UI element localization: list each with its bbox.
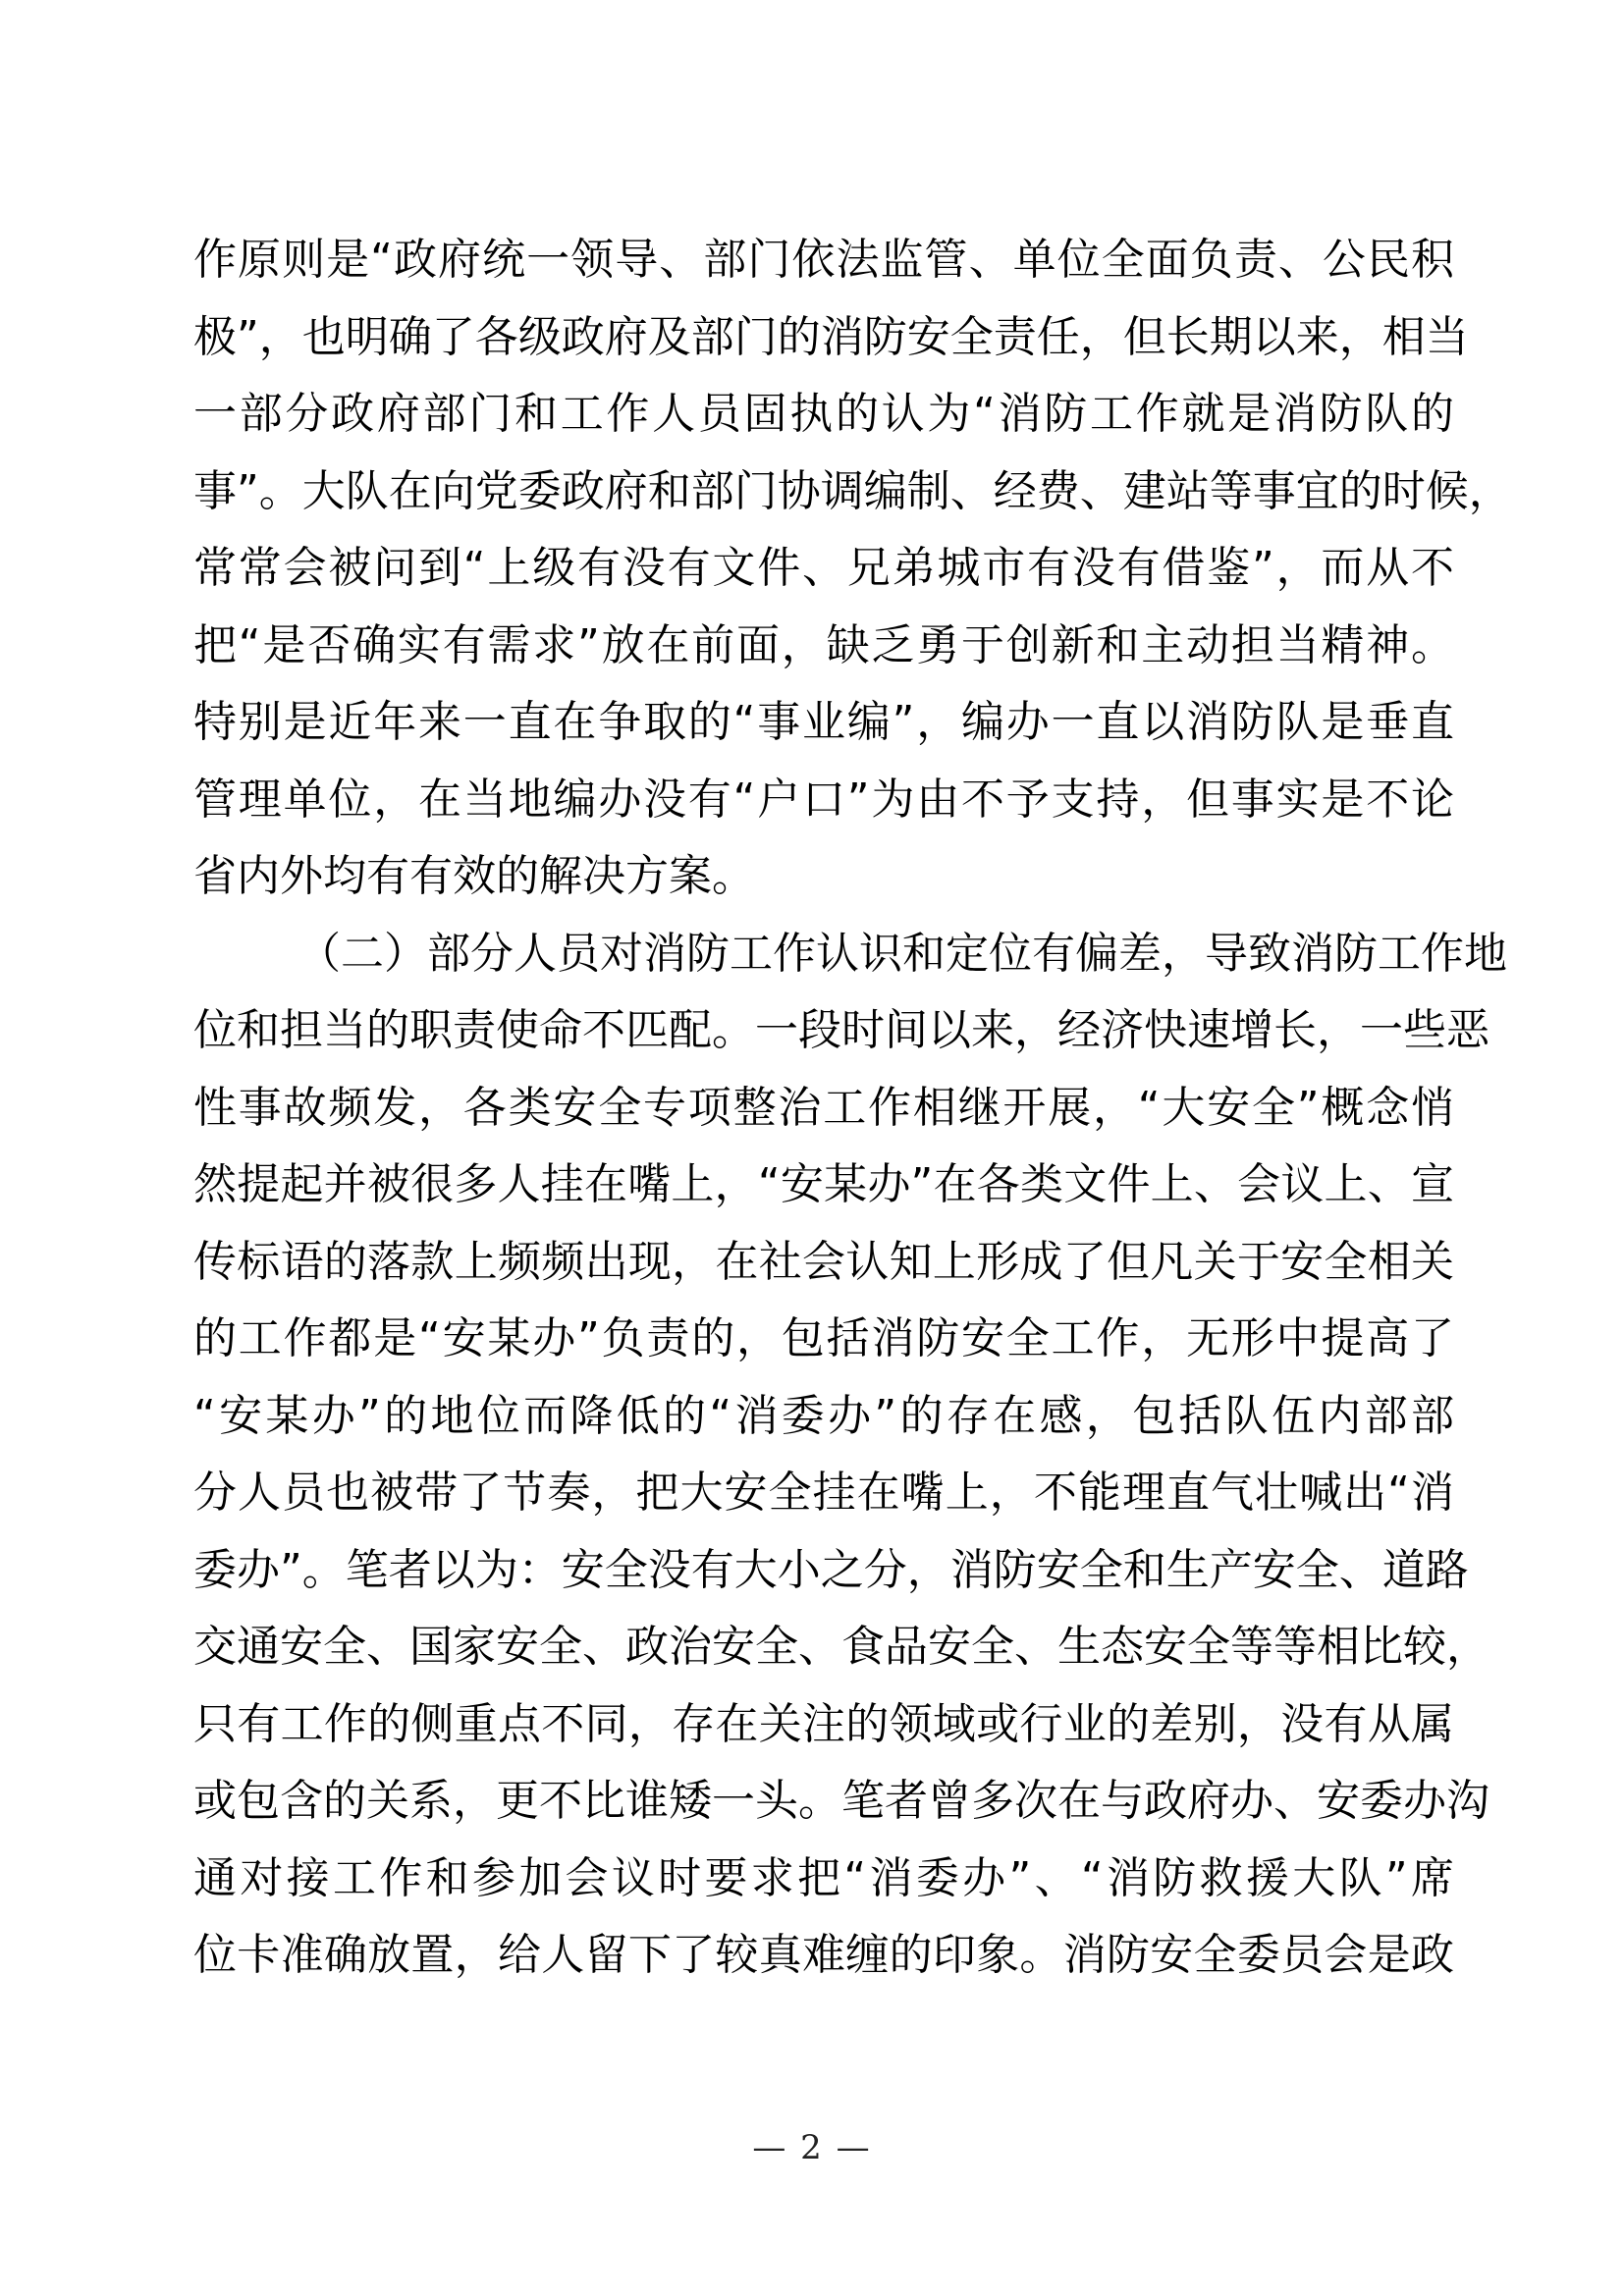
- body-text: [193, 232, 1512, 2004]
- text-line: 分人员也被带了节奏，把大安全挂在嘴上，不能理直气壮喊出“消: [193, 1468, 1454, 1518]
- text-line: 传标语的落款上频频出现，在社会认知上形成了但凡关于安全相关: [193, 1236, 1454, 1287]
- text-line: 通对接工作和参加会议时要求把“消委办”、“消防救援大队”席: [193, 1852, 1454, 1903]
- paragraph-1: [193, 232, 1512, 926]
- text-line: 位和担当的职责使命不匹配。一段时间以来，经济快速增长，一些恶: [193, 1005, 1489, 1055]
- paragraph-2: [193, 926, 1507, 2004]
- text-line: 然提起并被很多人挂在嘴上，“安某办”在各类文件上、会议上、宣: [193, 1159, 1454, 1209]
- text-line: 极”，也明确了各级政府及部门的消防安全责任，但长期以来，相当: [193, 311, 1469, 362]
- text-line: 把“是否确实有需求”放在前面，缺乏勇于创新和主动担当精神。: [193, 619, 1454, 670]
- text-line: 作原则是“政府统一领导、部门依法监管、单位全面负责、公民积: [193, 235, 1454, 285]
- text-line: 委办”。笔者以为：安全没有大小之分，消防安全和生产安全、道路: [193, 1544, 1469, 1595]
- text-line: 只有工作的侧重点不同，存在关注的领域或行业的差别，没有从属: [193, 1698, 1454, 1749]
- text-line: 特别是近年来一直在争取的“事业编”，编办一直以消防队是垂直: [193, 697, 1454, 747]
- text-line: 的工作都是“安某办”负责的，包括消防安全工作，无形中提高了: [193, 1313, 1454, 1363]
- text-line: 或包含的关系，更不比谁矮一头。笔者曾多次在与政府办、安委办沟: [193, 1776, 1489, 1826]
- text-line: 性事故频发，各类安全专项整治工作相继开展，“大安全”概念悄: [193, 1082, 1454, 1133]
- text-line: 交通安全、国家安全、政治安全、食品安全、生态安全等等相比较，: [193, 1622, 1489, 1672]
- page-number: — 2 —: [752, 2128, 872, 2167]
- text-line: 位卡准确放置，给人留下了较真难缠的印象。消防安全委员会是政: [193, 1930, 1454, 1980]
- text-line: “安某办”的地位而降低的“消委办”的存在感，包括队伍内部部: [193, 1390, 1454, 1441]
- text-line: 一部分政府部门和工作人员固执的认为“消防工作就是消防队的: [193, 389, 1454, 439]
- text-line: 管理单位，在当地编办没有“户口”为由不予支持，但事实是不论: [193, 774, 1454, 825]
- text-line: 省内外均有有效的解决方案。: [193, 851, 755, 901]
- section-heading-line: （二）部分人员对消防工作认识和定位有偏差，导致消防工作地: [298, 928, 1507, 979]
- text-line: 常常会被问到“上级有没有文件、兄弟城市有没有借鉴”，而从不: [193, 543, 1454, 593]
- text-line: 事”。大队在向党委政府和部门协调编制、经费、建站等事宜的时候，: [193, 465, 1512, 516]
